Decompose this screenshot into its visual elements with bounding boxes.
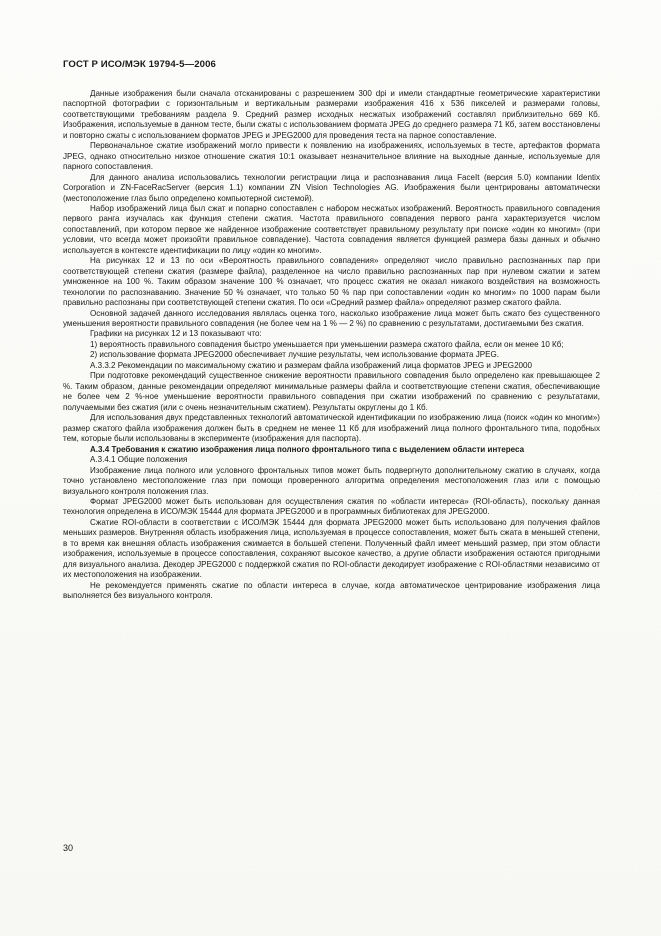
paragraph-not-recommended: Не рекомендуется применять сжатие по области интереса в случае, когда автоматическое центрирование изображения лица выполняется без визуального контроля. <box>63 580 600 601</box>
subsection-heading-a332: А.3.3.2 Рекомендации по максимальному сжатию и размерам файла изображений лица форматов JPEG и JPEG2000 <box>90 360 532 370</box>
paragraph-rank-one: Набор изображений лица был сжат и попарно сопоставлен с набором несжатых изображений. Вероятность правильного совпадения первого ранга изучалась как функция степени сжатия. Частота правильного совпадения первого ранга характеризуется числом сопоставлений, при котором первое же найденное изображение соответствует правильному результату при поиске «один ко многим» (при условии, что всегда может произойти правильное совпадение). Частота совпадения является функцией размера базы данных и обычно используется в контексте идентификации по лицу «один ко многим». <box>63 203 600 255</box>
paragraph-min-file-size: Для использования двух представленных технологий автоматической идентификации по изображению лица (поиск «один ко многим») размер сжатого файла изображения должен быть в среднем не менее 11 Кб для изображений лица полного фронтального типа, подобных тем, которые были использованы в эксперименте (изображения для паспорта). <box>63 413 600 443</box>
subsection-heading-a341: А.3.4.1 Общие положения <box>90 455 188 465</box>
paragraph-initial-compression: Первоначальное сжатие изображений могло привести к появлению на изображениях, используемых в тесте, артефактов формата JPEG, однако относительно низкое отношение сжатия 10:1 оказывает незначительное влияние на выходные данные, используемые для парного сопоставления. <box>63 141 600 172</box>
paragraph-recommendations: При подготовке рекомендаций существенное снижение вероятности правильного совпадения было определено как превышающее 2 %. Таким образом, данные рекомендации определяют минимальные размеры файла и соответствующие степени сжатия, обеспечивающие не более чем 2 %-ное уменьшение вероятности правильного совпадения при сжатии изображений по сравнению с результатами, получаемыми без сжатия (или с очень незначительным сжатием). Результаты округлены до 1 Кб. <box>63 371 600 412</box>
standard-header: ГОСТ Р ИСО/МЭК 19794-5—2006 <box>63 59 216 70</box>
paragraph-additional-compression: Изображение лица полного или условного фронтальных типов может быть подвергнуто дополнительному сжатию в случаях, когда точно установлено местоположение глаз при помощи проверенного алгоритма определения местоположения глаз или с помощью визуального контроля положения глаз. <box>63 465 600 496</box>
paragraph-objective: Основной задачей данного исследования являлась оценка того, насколько изображение лица может быть сжато без существенного уменьшения вероятности правильного совпадения (не более чем на 1 % — 2 %) по сравнению с результатами, достигаемыми без сжатия. <box>63 308 600 328</box>
paragraph-graphs-intro: Графики на рисунках 12 и 13 показывают что: <box>90 329 262 339</box>
body-text <box>63 89 600 602</box>
list-item-1: 1) вероятность правильного совпадения быстро уменьшается при уменьшении размера сжатого файла, если он менее 10 Кб; <box>90 339 564 349</box>
page-number: 30 <box>63 843 74 853</box>
paragraph-figures-axes: На рисунках 12 и 13 по оси «Вероятность правильного совпадения» определяют число правильно распознанных пар при соответствующей степени сжатия (размере файла), разделенное на число правильно распознанных пар при нулевом сжатии и затем умноженное на 100 %. Таким образом значение 100 % означает, что процесс сжатия не оказал никакого воздействия на возможность технологии по распознаванию. Значение 50 % означает, что только 50 % пар при сопоставлении «один ко многим» по 1000 парам были правильно распознаны при соответствующей степени сжатия. По оси «Средний размер файла» определяют размер сжатого файла. <box>63 256 600 308</box>
list-item-2: 2) использование формата JPEG2000 обеспечивает лучшие результаты, чем использование формата JPEG. <box>90 350 499 360</box>
paragraph-scanning: Данные изображения были сначала отсканированы с разрешением 300 dpi и имели стандартные геометрические характеристики паспортной фотографии с горизонтальным и вертикальным размерами изображения 416 x 536 пикселей и размерами головы, соответствующими требованиям раздела 9. Средний размер исходных несжатых изображений составлял приблизительно 669 Кб. Изображения, используемые в данном тесте, были сжаты с использованием формата JPEG до среднего размера 71 Кб, затем восстановлены и повторно сжаты с использованием форматов JPEG и JPEG2000 для проведения теста на парное сопоставление. <box>63 89 600 140</box>
paragraph-roi-format: Формат JPEG2000 может быть использован для осуществления сжатия по «области интереса» (ROI-область), поскольку данная технология определена в ИСО/МЭК 15444 для формата JPEG2000 и в программных библиотеках для JPEG2000. <box>63 496 600 517</box>
section-heading-a34: А.3.4 Требования к сжатию изображения лица полного фронтального типа с выделением области интереса <box>90 444 525 454</box>
paragraph-technologies: Для данного анализа использовались технологии регистрации лица и распознавания лица FaceIt (версия 5.0) компании Identix Corporation и ZN-FaceRacServer (версия 1.1) компании ZN Vision Technologies AG. Изображения были центрированы автоматически (местоположение глаз было определено компьютерной системой). <box>63 172 600 203</box>
paragraph-roi-compression: Сжатие ROI-области в соответствии с ИСО/МЭК 15444 для формата JPEG2000 может быть использовано для получения файлов меньших размеров. Внутренняя область изображения лица, используемая в процессе сопоставления, может быть сжата в меньшей степени, в то время как внешняя область изображения сжимается в большей степени. Полученный файл имеет меньший размер, при этом области изображения, используемые в процессе сопоставления, сохраняют высокое качество, а другие области изображения остаются пригодными для визуального анализа. Декодер JPEG2000 с поддержкой сжатия по ROI-области декодирует изображение с ROI-областями независимо от их местоположения на изображении. <box>63 517 600 580</box>
